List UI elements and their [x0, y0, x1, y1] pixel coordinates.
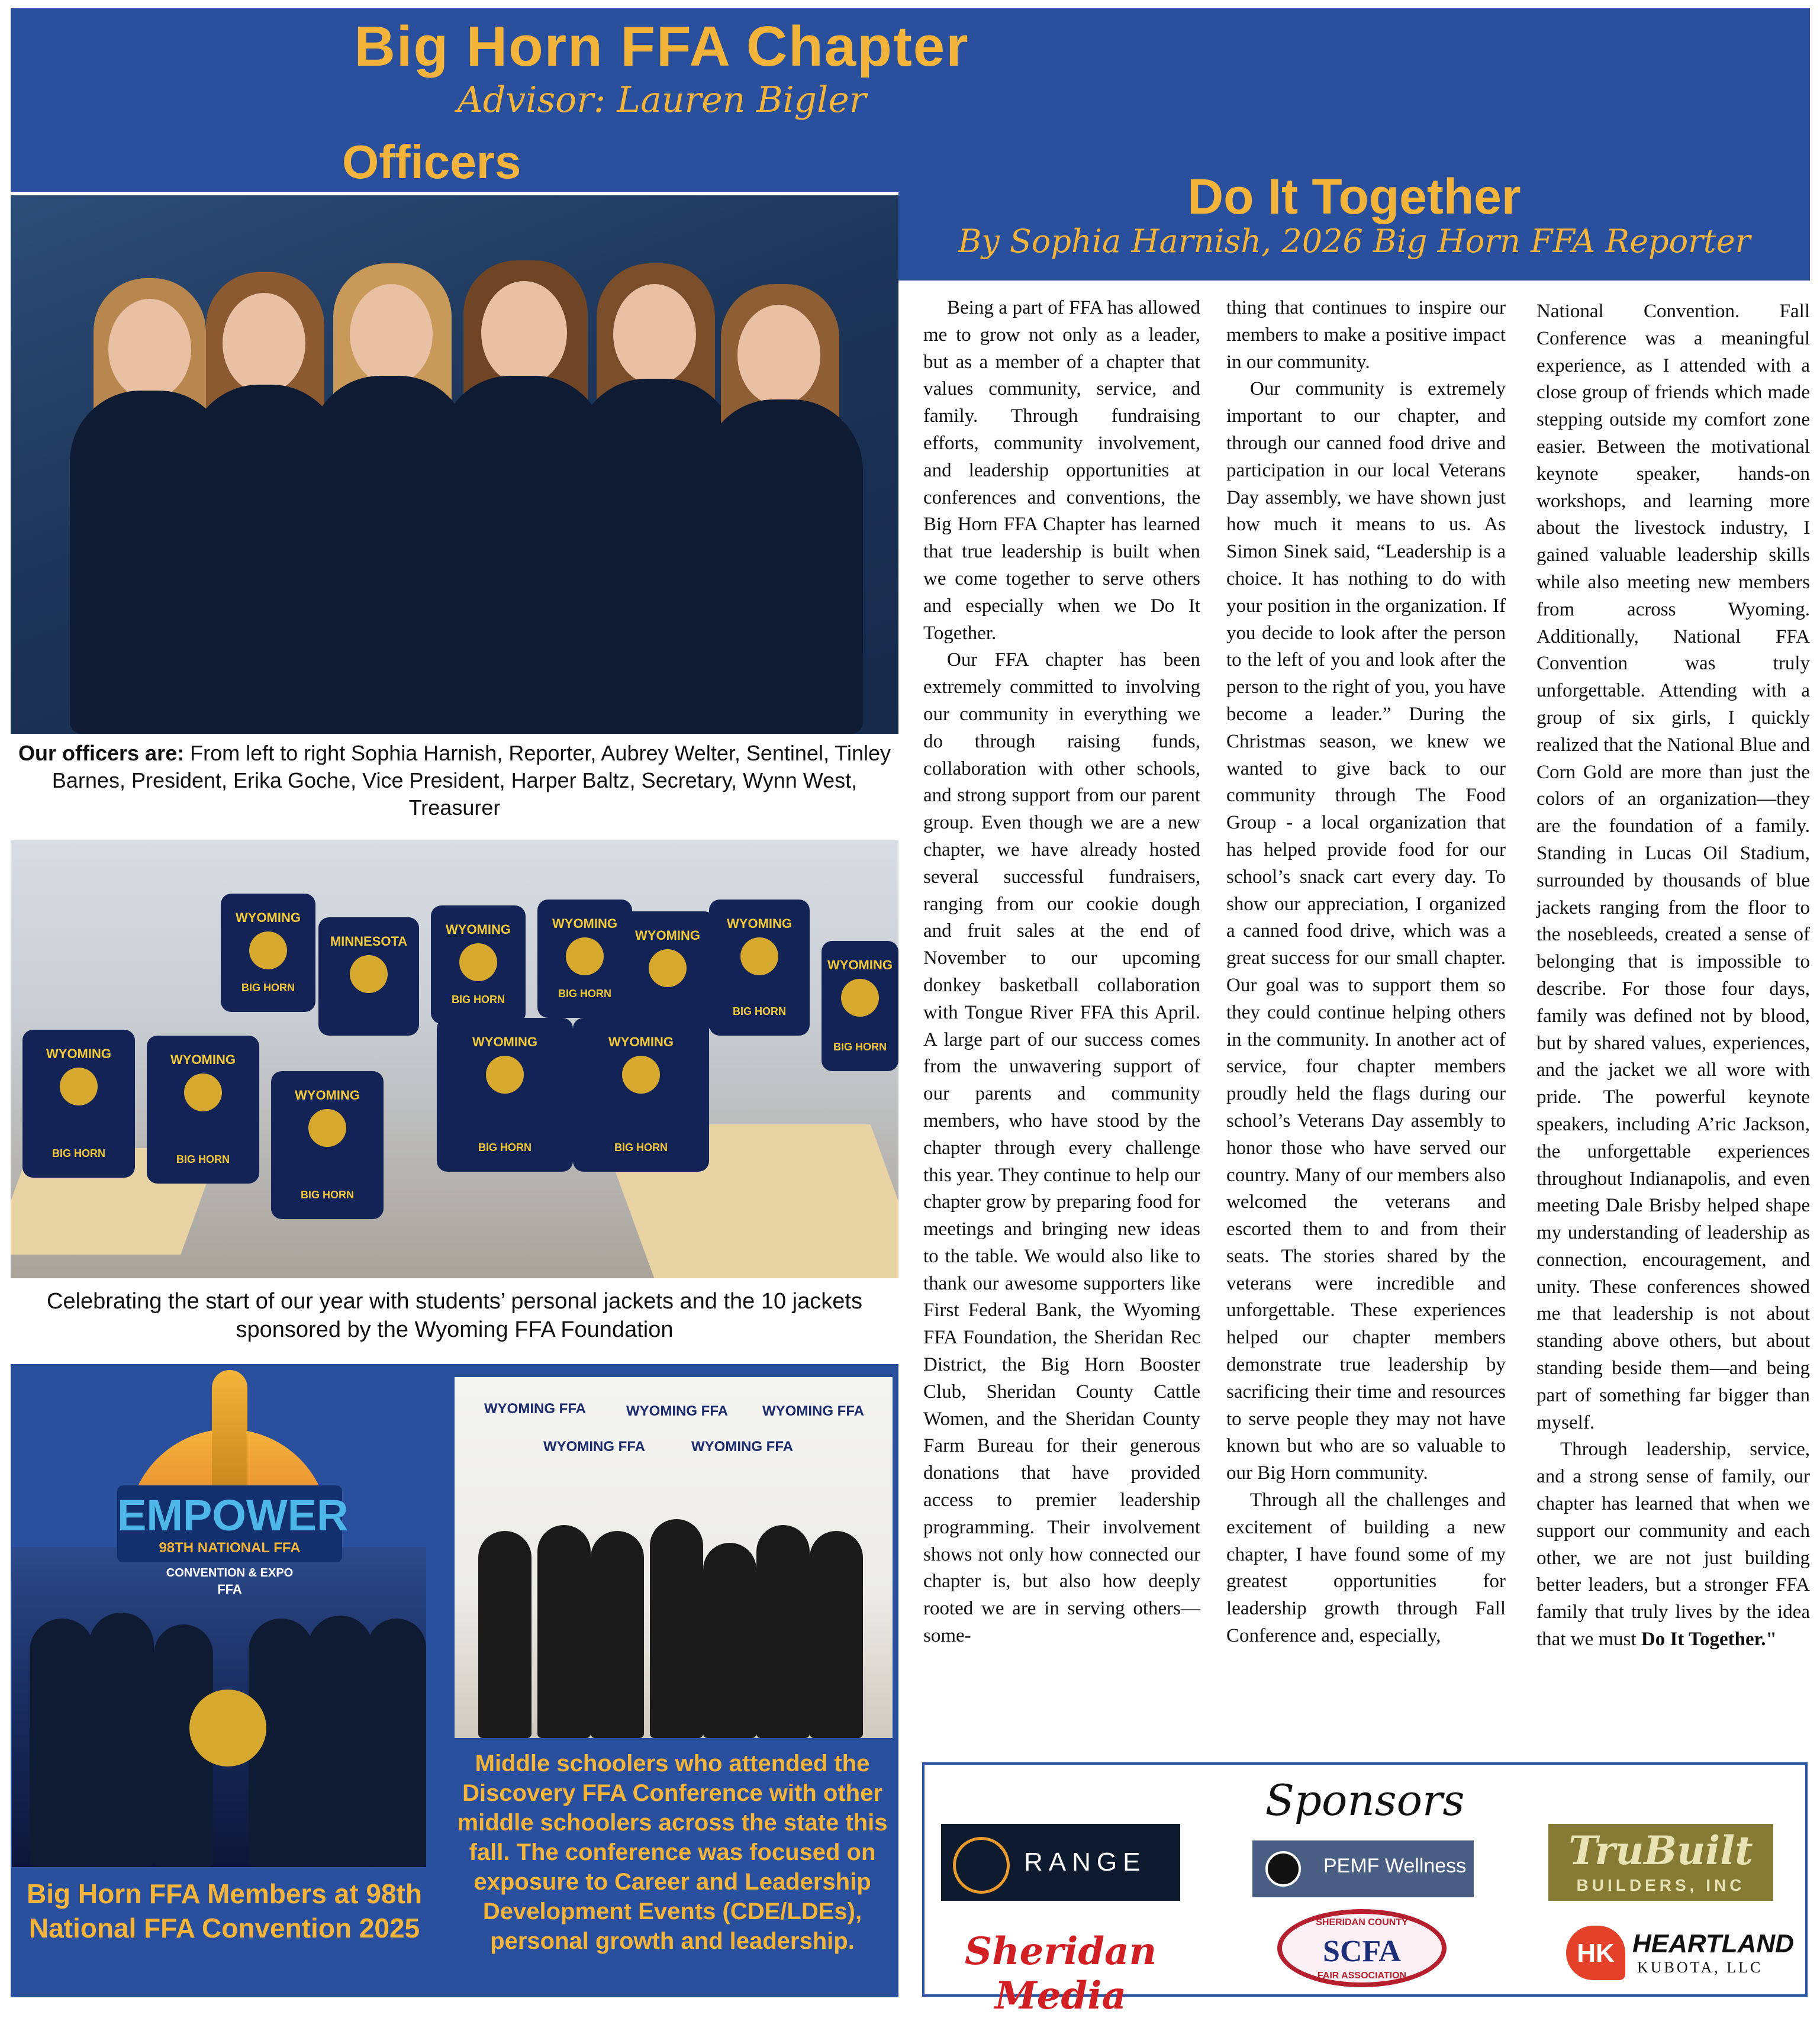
empower-logo-word: EMPOWER: [117, 1491, 349, 1540]
officers-caption-text: From left to right Sophia Harnish, Reporter, Aubrey Welter, Sentinel, Tinley Barnes, President, Erika Goche, Vice President, Harper Baltz, Secretary, Wynn West, Treasurer: [51, 741, 891, 820]
pemf-wellness-logo: PEMF Wellness: [1252, 1840, 1474, 1897]
article-paragraph: Through all the challenges and excitement of building a new chapter, I have found some of my greatest opportunities for leadership growth through Fall Conference and, especially,: [1226, 1490, 1506, 1647]
jacket: WYOMING BIG HORN: [431, 905, 526, 1024]
jacket: WYOMING BIG HORN: [822, 941, 898, 1071]
jackets-photo: [11, 840, 898, 1278]
article-column-3: [1536, 298, 1810, 1653]
article-column-1: [923, 295, 1200, 1650]
jacket: WYOMING BIG HORN: [221, 894, 315, 1012]
range-mark-icon: [953, 1837, 1010, 1894]
empower-logo-sub2: CONVENTION & EXPO: [166, 1566, 294, 1579]
sun-moon-icon: [1265, 1851, 1301, 1887]
jacket: WYOMING BIG HORN: [573, 1018, 709, 1172]
trubuilt-logo: TruBuilt BUILDERS, INC: [1548, 1824, 1773, 1901]
article-closing: Do It Together.": [1641, 1629, 1777, 1650]
article-paragraph: National Convention. Fall Conference was a meaningful experience, as I attended with a close group of friends which made stepping outside my comfort zone easier. Between the motivational keynote speaker, hands-on workshops, and learning more about the livestock industry, I gained valuable leadership skills while also meeting new members from across Wyoming. Additionally, National FFA Convention was truly unforgettable. Attending with a group of six girls, I quickly realized that the National Blue and Corn Gold are more than just the colors of an organization—they are the foundation of a family. Standing in Lucas Oil Stadium, surrounded by thousands of blue jackets ranging from the floor to the nosebleeds, created a sense of belonging that is impossible to describe. For those four days, family was defined not by blood, but by shared values, experiences, and the jacket we all wore with pride. The powerful keynote speakers, including A’ric Jackson, the unforgettable experiences throughout Indianapolis, and even meeting Dale Brisby helped shape my understanding of leadership as connection, encouragement, and unity. These conferences showed me that leadership is not about standing above others, but about standing beside them—and being part of something far bigger than myself.: [1536, 301, 1810, 1433]
officers-photo: [11, 195, 898, 734]
jacket: WYOMING BIG HORN: [271, 1071, 384, 1219]
article-paragraph: Through leadership, service, and a strong sense of family, our chapter has learned that when we support our community and each other, we are not just building better leaders, but a stronger FFA family that truly lives by the idea that we must Do It Together.": [1536, 1439, 1810, 1650]
jackets-caption: Celebrating the start of our year with students’ personal jackets and the 10 jackets sponsored by the Wyoming FFA Foundation: [47, 1289, 862, 1342]
discovery-conference-photo: WYOMING FFA WYOMING FFA WYOMING FFA WYOMING FFA WYOMING FFA: [455, 1377, 893, 1738]
empower-logo: [117, 1485, 349, 1562]
jacket: WYOMING: [620, 911, 715, 1030]
sponsors-box: [922, 1762, 1808, 2018]
range-logo: RANGE: [941, 1824, 1180, 1901]
advisor-line: Advisor: Lauren Bigler: [457, 79, 866, 121]
article-paragraph: Our community is extremely important to our chapter, and through our canned food drive and participation in our local Veterans Day assembly, we have shown just how much it means to us. As Simon Sinek said, “Leadership is a choice. It has nothing to do with your position in the organization. If you decide to look after the person to the left of you and look after the person to the right of you, you have become a leader.” During the Christmas season, we knew we wanted to give back to our community through The Food Group - a local organization that has helped provide food for our school’s snack cart every day. To show our appreciation, I organized a canned food drive, which was a great success for our small chapter. Our goal was to support them so they could continue helping others in the community. In another act of service, four chapter members proudly held the flags during our school’s Veterans Day assembly to honor those who have served our country. Many of our members also welcomed the veterans and escorted them to and from their seats. The stories shared by the veterans were incredible and unforgettable. These experiences helped our chapter members demonstrate true leadership by sacrificing their time and resources to serve people they may not have known but who are so valuable to our Big Horn community.: [1226, 378, 1506, 1484]
page-title: Big Horn FFA Chapter: [354, 15, 969, 78]
article-title: Do It Together: [1187, 169, 1521, 224]
discovery-panel: [446, 1364, 898, 1997]
national-convention-panel: [11, 1364, 438, 1997]
jacket: WYOMING BIG HORN: [537, 900, 632, 1018]
officers-heading: Officers: [342, 136, 521, 188]
wheat-icon: [212, 1370, 247, 1488]
jacket: WYOMING BIG HORN: [147, 1036, 259, 1184]
article-paragraph: Our FFA chapter has been extremely committed to involving our community in everything we do through raising funds, collaboration with other schools, and strong support from our parent group. Even though we are a new chapter, we have already hosted several successful fundraisers, ranging from our cookie dough and fruit sales at the end of November to our upcoming donkey basketball collaboration with Tongue River FFA this April. A large part of our success comes from the unwavering support of our parents and community members, who have stood by the chapter through every challenge this year. They continue to help our chapter grow by preparing food for meetings and bringing new ideas to the table. We would also like to thank our awesome supporters like First Federal Bank, the Wyoming FFA Foundation, the Sheridan Rec District, the Big Horn Booster Club, Sheridan County Cattle Women, and the Sheridan County Farm Bureau for their generous donations that have provided access to premier leadership programming. Their involvement shows not only how connected our chapter is, but also how deeply rooted we are in serving others—some-: [923, 649, 1200, 1647]
officers-caption-lead: Our officers are:: [18, 741, 185, 765]
hk-heart-icon: HK: [1566, 1926, 1625, 1980]
empower-logo-ffa: FFA: [217, 1582, 242, 1597]
article-paragraph: Being a part of FFA has allowed me to grow not only as a leader, but as a member of a chapter that values community, service, and family. Through fundraising efforts, community involvement, and leadership opportunities at conferences and conventions, the Big Horn FFA Chapter has learned that true leadership is built when we come together to serve others and especially when we Do It Together.: [923, 297, 1200, 644]
jacket: WYOMING BIG HORN: [437, 1018, 573, 1172]
officers-caption: [11, 740, 898, 821]
bottom-photo-band: [11, 1364, 898, 1997]
article-paragraph: thing that continues to inspire our members to make a positive impact in our community.: [1226, 297, 1506, 373]
sheridan-media-logo: Sheridan Media: [964, 1929, 1157, 2018]
national-convention-caption: Big Horn FFA Members at 98th National FFA Convention 2025: [27, 1878, 422, 1943]
jacket: MINNESOTA: [318, 917, 419, 1036]
sponsors-title: Sponsors: [1265, 1775, 1465, 1825]
empower-logo-sub: 98TH NATIONAL FFA: [159, 1540, 301, 1556]
article-heading-band: [898, 156, 1810, 281]
heartland-kubota-logo: HK HEARTLAND KUBOTA, LLC: [1566, 1923, 1779, 1982]
ffa-emblem-icon: [189, 1690, 266, 1766]
discovery-caption: Middle schoolers who attended the Discovery FFA Conference with other middle schoolers across the state this fall. The conference was focused on exposure to Career and Leadership Development Events (CDE/LDEs), personal growth and leadership.: [457, 1751, 888, 1954]
jacket: WYOMING BIG HORN: [22, 1030, 135, 1178]
scfa-logo: SHERIDAN COUNTY SCFA FAIR ASSOCIATION: [1277, 1909, 1447, 1987]
article-column-2: [1226, 295, 1506, 1650]
jacket: WYOMING BIG HORN: [709, 900, 810, 1036]
article-byline: By Sophia Harnish, 2026 Big Horn FFA Reporter: [958, 223, 1751, 260]
